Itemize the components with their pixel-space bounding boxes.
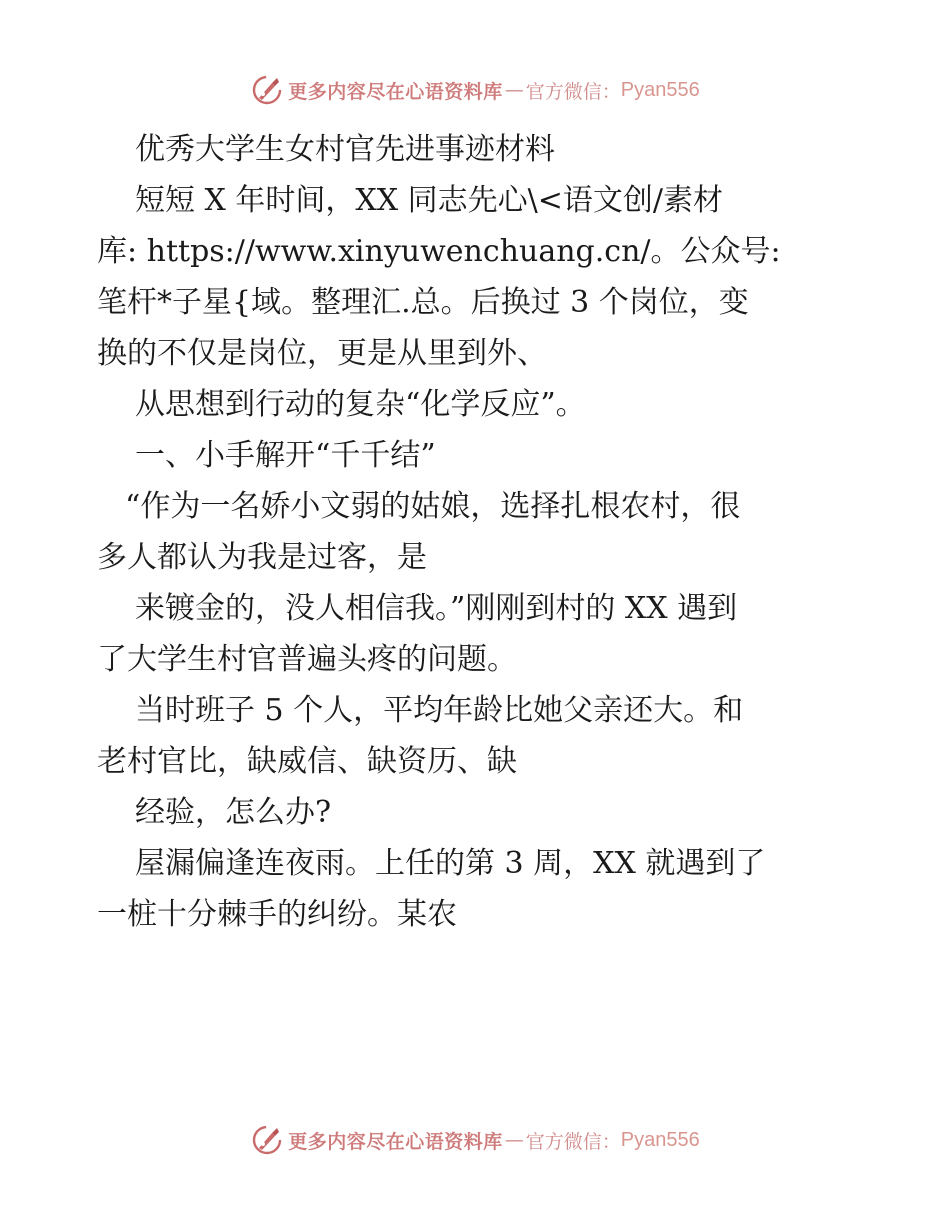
paragraph-line: 屋漏偏逢连夜雨。上任的第 3 周，XX 就遇到了	[135, 846, 766, 881]
banner-dash: —	[504, 79, 524, 101]
paragraph-line: 库: https://www.xinyuwenchuang.cn/。公众号:	[97, 234, 781, 269]
banner-wechat-label: 官方微信：	[525, 1130, 621, 1153]
paragraph-line: 来镀金的，没人相信我。”刚刚到村的 XX 遇到	[135, 591, 738, 626]
paragraph-line: 笔杆*子星{域。整理汇.总。后换过 3 个岗位，变	[97, 285, 749, 320]
paragraph-line: “作为一名娇小文弱的姑娘，选择扎根农村，很	[125, 489, 741, 524]
quill-logo-icon	[250, 1123, 284, 1157]
banner-site-text: 更多内容尽在心语资料库	[288, 80, 503, 103]
document-title: 优秀大学生女村官先进事迹材料	[135, 132, 555, 167]
paragraph-line: 经验，怎么办?	[135, 795, 332, 830]
paragraph-line: 当时班子 5 个人，平均年龄比她父亲还大。和	[135, 693, 744, 728]
banner-site-text: 更多内容尽在心语资料库	[288, 1130, 503, 1153]
paragraph-line: 一桩十分棘手的纠纷。某农	[97, 897, 457, 932]
paragraph-line: 从思想到行动的复杂“化学反应”。	[135, 387, 586, 422]
quill-logo-icon	[250, 73, 284, 107]
section-heading: 一、小手解开“千千结”	[135, 438, 436, 473]
header-banner	[0, 70, 950, 110]
paragraph-line: 短短 X 年时间，XX 同志先心\<语文创/素材	[135, 183, 724, 218]
document-body	[97, 124, 857, 940]
paragraph-line: 换的不仅是岗位，更是从里到外、	[97, 336, 547, 371]
paragraph-line: 多人都认为我是过客，是	[97, 540, 427, 575]
footer-banner	[0, 1120, 950, 1160]
banner-wechat-label: 官方微信：	[525, 80, 621, 103]
paragraph-line: 了大学生村官普遍头疼的问题。	[97, 642, 517, 677]
banner-wechat-id: Pyan556	[620, 78, 700, 101]
banner-wechat-id: Pyan556	[620, 1128, 700, 1151]
paragraph-line: 老村官比，缺威信、缺资历、缺	[97, 744, 517, 779]
banner-dash: —	[504, 1129, 524, 1151]
